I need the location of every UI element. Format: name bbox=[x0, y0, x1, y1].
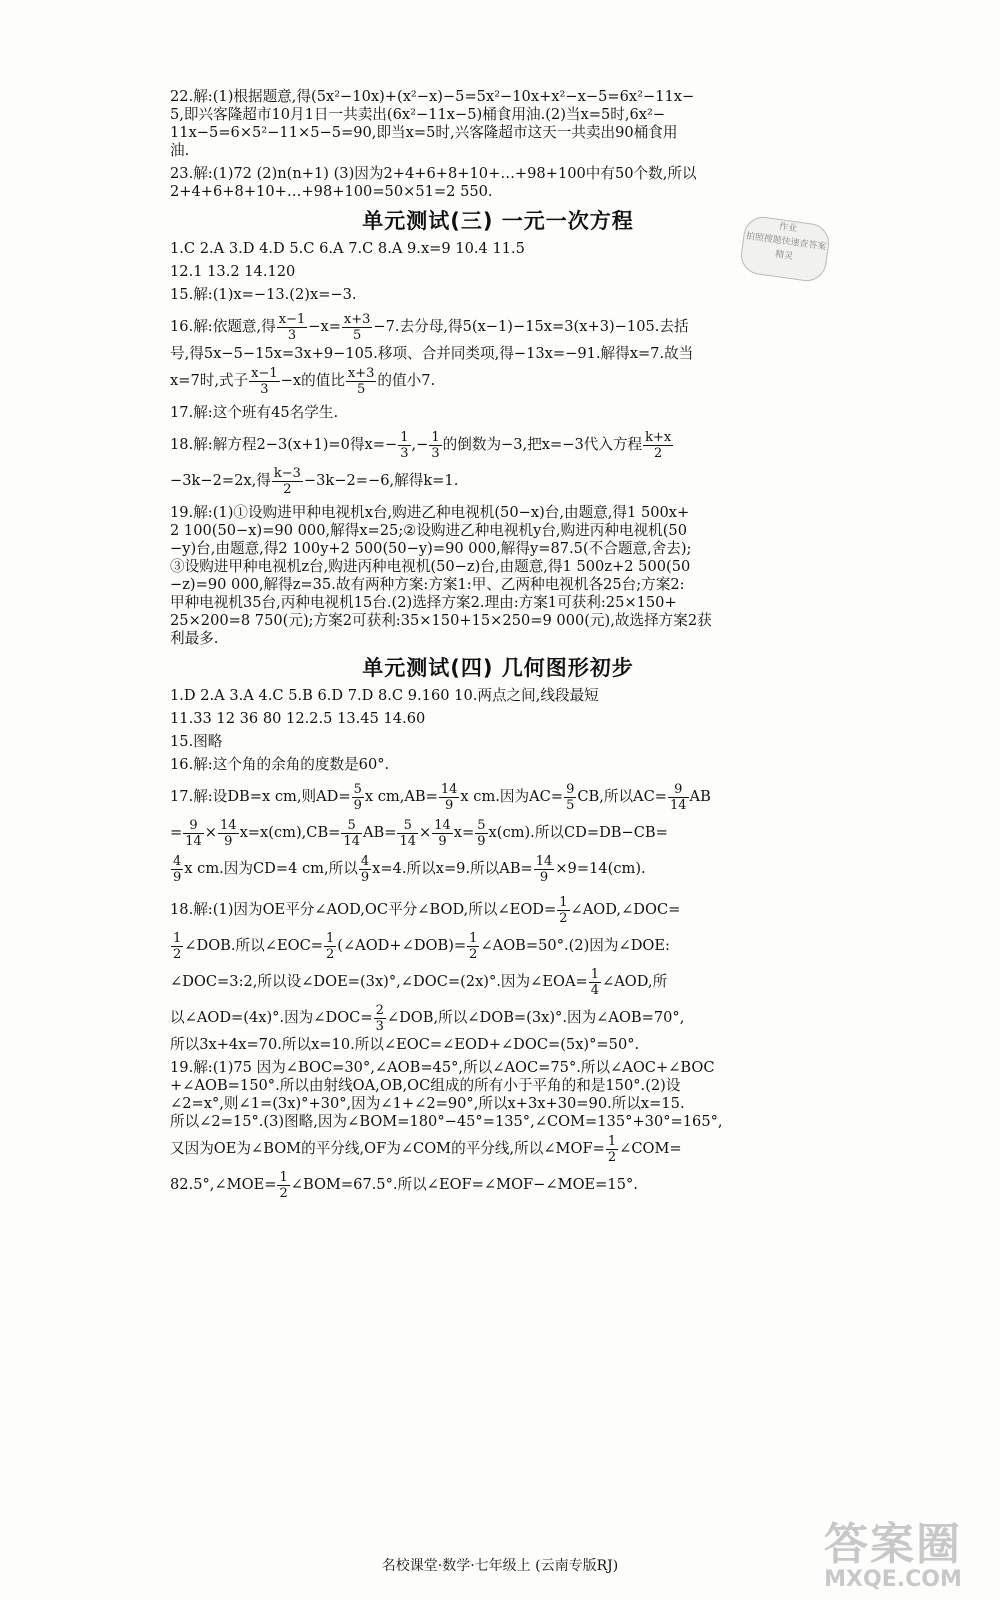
fraction: $\frac{14}{9}$ bbox=[434, 817, 451, 849]
answer-18 bbox=[170, 427, 826, 499]
text-line: 25×200=8 750(元);方案2可获利:35×150+15×250=9 000(元),故选择方案2获 bbox=[170, 612, 712, 629]
text: 18.解:解方程2−3(x+1)=0得x=− bbox=[170, 436, 398, 453]
fraction: $\frac{x-1}{3}$ bbox=[251, 365, 278, 397]
text-line: 19.解:(1)①设购进甲种电视机x台,购进乙种电视机(50−x)台,由题意,得1 500x+ bbox=[170, 504, 690, 521]
text-line: 2 100(50−x)=90 000,解得x=25;②设购进乙种电视机y台,购进丙种电视机(50 bbox=[170, 522, 687, 539]
answer-19 bbox=[170, 504, 826, 648]
answer-page bbox=[170, 88, 826, 1208]
answer-16: 16.解:这个角的余角的度数是60°. bbox=[170, 756, 390, 773]
stamp-top-text: 作业 bbox=[778, 221, 798, 235]
answer-1-10: 1.D 2.A 3.A 4.C 5.B 6.D 7.D 8.C 9.160 10.两点之间,线段最短 bbox=[170, 687, 599, 704]
text: −x= bbox=[308, 318, 341, 335]
fraction: $\frac{9}{5}$ bbox=[566, 781, 575, 813]
answer-1-11: 1.C 2.A 3.D 4.D 5.C 6.A 7.C 8.A 9.x=9 10.4 11.5 bbox=[170, 240, 525, 257]
text: −x的值比 bbox=[280, 372, 345, 389]
fraction: $\frac{5}{14}$ bbox=[343, 817, 360, 849]
text-line: 5,即兴客隆超市10月1日一共卖出(6x²−11x−5)桶食用油.(2)当x=5时,6x²− bbox=[170, 106, 666, 123]
text-line: 甲种电视机35台,丙种电视机15台.(2)选择方案2.理由:方案1可获利:25×150+ bbox=[170, 594, 677, 611]
fraction: $\frac{5}{14}$ bbox=[399, 817, 417, 849]
section-heading-unit3: 单元测试(三) 一元一次方程 bbox=[362, 209, 634, 233]
text: x=7时,式子 bbox=[170, 372, 249, 389]
text: 16.解:依题意,得 bbox=[170, 318, 276, 335]
fraction: $\frac{9}{14}$ bbox=[670, 781, 687, 813]
section-heading-unit4: 单元测试(四) 几何图形初步 bbox=[362, 656, 634, 680]
watermark-url: MXQE.COM bbox=[824, 1567, 962, 1592]
text-line: 油. bbox=[170, 142, 190, 159]
fraction: $\frac{k-3}{2}$ bbox=[273, 465, 301, 497]
text-line: ∠2=x°,则∠1=(3x)°+30°,因为∠1+∠2=90°,所以x+3x+30=90.所以x=15. bbox=[170, 1095, 685, 1112]
text: 的倒数为−3,把x=−3代入方程 bbox=[442, 436, 643, 453]
fraction: $\frac{1}{3}$ bbox=[431, 429, 440, 461]
watermark-text: 答案圈 bbox=[824, 1519, 962, 1570]
fraction: $\frac{14}{9}$ bbox=[535, 853, 553, 885]
text-line: 2+4+6+8+10+…+98+100=50×51=2 550. bbox=[170, 183, 493, 200]
text: −7.去分母,得5(x−1)−15x=3(x+3)−105.去括 bbox=[373, 318, 689, 335]
answer-12-14: 12.1 13.2 14.120 bbox=[170, 263, 296, 280]
answer-18: 18.解:(1)因为OE平分∠AOD,OC平分∠BOD,所以∠EOD= $\frac{1}{2}$ ∠AOD,∠DOC= $\frac{1}{2}$ ∠DOB.所以∠EOC= $\frac{1}{2}$ (∠AOD+∠DOB)= $\frac{1}{2}$ ∠AOB=50°.(2)因为∠DOE: ∠DOC=3:2,所以设∠DOE=(3x)°,∠DOC=(2x)°.因为∠EOA= $\frac{1}{4}$ ∠AOD,所 以∠AOD=(4x)°.因为∠DOC= $\frac{2}{3}$ ∠DOB,所以∠DOB=(3x)°.因为∠AOB=70°, 所以3x+4x=70.所以x=10.所以∠EOC=∠EOD+∠DOC=(5x)°=50°. bbox=[170, 892, 826, 1054]
fraction: $\frac{14}{9}$ bbox=[440, 781, 458, 813]
text-line: 利最多. bbox=[170, 630, 219, 647]
text-line: 所以3x+4x=70.所以x=10.所以∠EOC=∠EOD+∠DOC=(5x)°=50°. bbox=[170, 1036, 640, 1053]
fraction: $\frac{14}{9}$ bbox=[220, 817, 237, 849]
text-line: 19.解:(1)75 因为∠BOC=30°,∠AOB=45°,所以∠AOC=75°.所以∠AOC+∠BOC bbox=[170, 1059, 715, 1076]
stamp-mid-text: 拍照搜题快速查答案 bbox=[745, 231, 827, 253]
text-line: 号,得5x−5−15x=3x+9−105.移项、合并同类项,得−13x=−91.解得x=7.故当 bbox=[170, 345, 694, 362]
fraction: $\frac{1}{4}$ bbox=[590, 966, 600, 998]
fraction: $\frac{1}{2}$ bbox=[173, 930, 182, 962]
fraction: $\frac{1}{2}$ bbox=[607, 1133, 617, 1165]
watermark-logo bbox=[804, 1519, 982, 1594]
fraction: $\frac{1}{2}$ bbox=[279, 1169, 288, 1201]
fraction: $\frac{1}{2}$ bbox=[325, 930, 335, 962]
fraction: $\frac{9}{14}$ bbox=[185, 817, 202, 849]
answer-19: 19.解:(1)75 因为∠BOC=30°,∠AOB=45°,所以∠AOC=75°.所以∠AOC+∠BOC +∠AOB=150°.所以由射线OA,OB,OC组成的所有小于平角的和是150°.(2)设 ∠2=x°,则∠1=(3x)°+30°,因为∠1+∠2=90°,所以x+3x+30=90.所以x=15. 所以∠2=15°.(3)图略,因为∠BOM=180°−45°=135°,∠COM=135°+30°=165°, 又因为OE为∠BOM的平分线,OF为∠COM的平分线,所以∠MOF= $\frac{1}{2}$ ∠COM= 82.5°,∠MOE= $\frac{1}{2}$ ∠BOM=67.5°.所以∠EOF=∠MOF−∠MOE=15°. bbox=[170, 1059, 826, 1203]
text-line: +∠AOB=150°.所以由射线OA,OB,OC组成的所有小于平角的和是150°.(2)设 bbox=[170, 1077, 681, 1094]
text-line: −z)=90 000,解得z=35.故有两种方案:方案1:甲、乙两种电视机各25台;方案2: bbox=[170, 576, 685, 593]
fraction: $\frac{x-1}{3}$ bbox=[278, 311, 306, 343]
fraction: $\frac{1}{3}$ bbox=[400, 429, 409, 461]
text: −3k−2=−6,解得k=1. bbox=[303, 472, 459, 489]
text-line: −y)台,由题意,得2 100y+2 500(50−y)=90 000,解得y=87.5(不合题意,舍去); bbox=[170, 540, 692, 557]
fraction: $\frac{k+x}{2}$ bbox=[645, 429, 672, 461]
answer-17: 17.解:设DB=x cm,则AD= $\frac{5}{9}$ x cm,AB= $\frac{14}{9}$ x cm.因为AC= $\frac{9}{5}$ CB,所以AC= $\frac{9}{14}$ AB = $\frac{9}{14}$ × $\frac{14}{9}$ x=x(cm),CB= $\frac{5}{14}$ AB= $\frac{5}{14}$ × $\frac{14}{9}$ x= $\frac{5}{9}$ x(cm).所以CD=DB−CB= $\frac{4}{9}$ x cm.因为CD=4 cm,所以 $\frac{4}{9}$ x=4.所以x=9.所以AB= $\frac{14}{9}$ ×9=14(cm). bbox=[170, 781, 711, 885]
text-line: 所以∠2=15°.(3)图略,因为∠BOM=180°−45°=135°,∠COM=135°+30°=165°, bbox=[170, 1113, 723, 1130]
fraction: $\frac{x+3}{5}$ bbox=[347, 365, 375, 397]
text: 的值小7. bbox=[377, 372, 436, 389]
answer-22 bbox=[170, 88, 826, 160]
text: −3k−2=2x,得 bbox=[170, 472, 271, 489]
text-line: 22.解:(1)根据题意,得(5x²−10x)+(x²−x)−5=5x²−10x+x²−x−5=6x²−11x− bbox=[170, 88, 695, 105]
fraction: $\frac{x+3}{5}$ bbox=[343, 311, 371, 343]
text-line: 11x−5=6×5²−11×5−5=90,即当x=5时,兴客隆超市这天一共卖出90桶食用 bbox=[170, 124, 678, 141]
answer-11-14: 11.33 12 36 80 12.2.5 13.45 14.60 bbox=[170, 710, 426, 727]
text-line: 23.解:(1)72 (2)n(n+1) (3)因为2+4+6+8+10+…+98+100中有50个数,所以 bbox=[170, 165, 697, 182]
answer-16 bbox=[170, 309, 826, 399]
fraction: $\frac{1}{2}$ bbox=[559, 894, 568, 926]
text-line: ③设购进甲种电视机z台,购进丙种电视机(50−z)台,由题意,得1 500z+2 500(50 bbox=[170, 558, 691, 575]
page-footer: 名校课堂·数学·七年级上 (云南专版RJ) bbox=[381, 1558, 619, 1574]
fraction: $\frac{2}{3}$ bbox=[375, 1002, 384, 1034]
text: ,− bbox=[411, 436, 429, 453]
fraction: $\frac{5}{9}$ bbox=[477, 817, 486, 849]
answer-15: 15.解:(1)x=−13.(2)x=−3. bbox=[170, 286, 357, 303]
fraction: $\frac{1}{2}$ bbox=[469, 930, 478, 962]
fraction: $\frac{5}{9}$ bbox=[353, 781, 362, 813]
answer-17: 17.解:这个班有45名学生. bbox=[170, 404, 339, 421]
stamp-bottom-text: 精灵 bbox=[774, 249, 794, 263]
answer-15: 15.图略 bbox=[170, 733, 223, 750]
fraction: $\frac{4}{9}$ bbox=[360, 853, 370, 885]
fraction: $\frac{4}{9}$ bbox=[173, 853, 182, 885]
answer-23 bbox=[170, 165, 826, 201]
